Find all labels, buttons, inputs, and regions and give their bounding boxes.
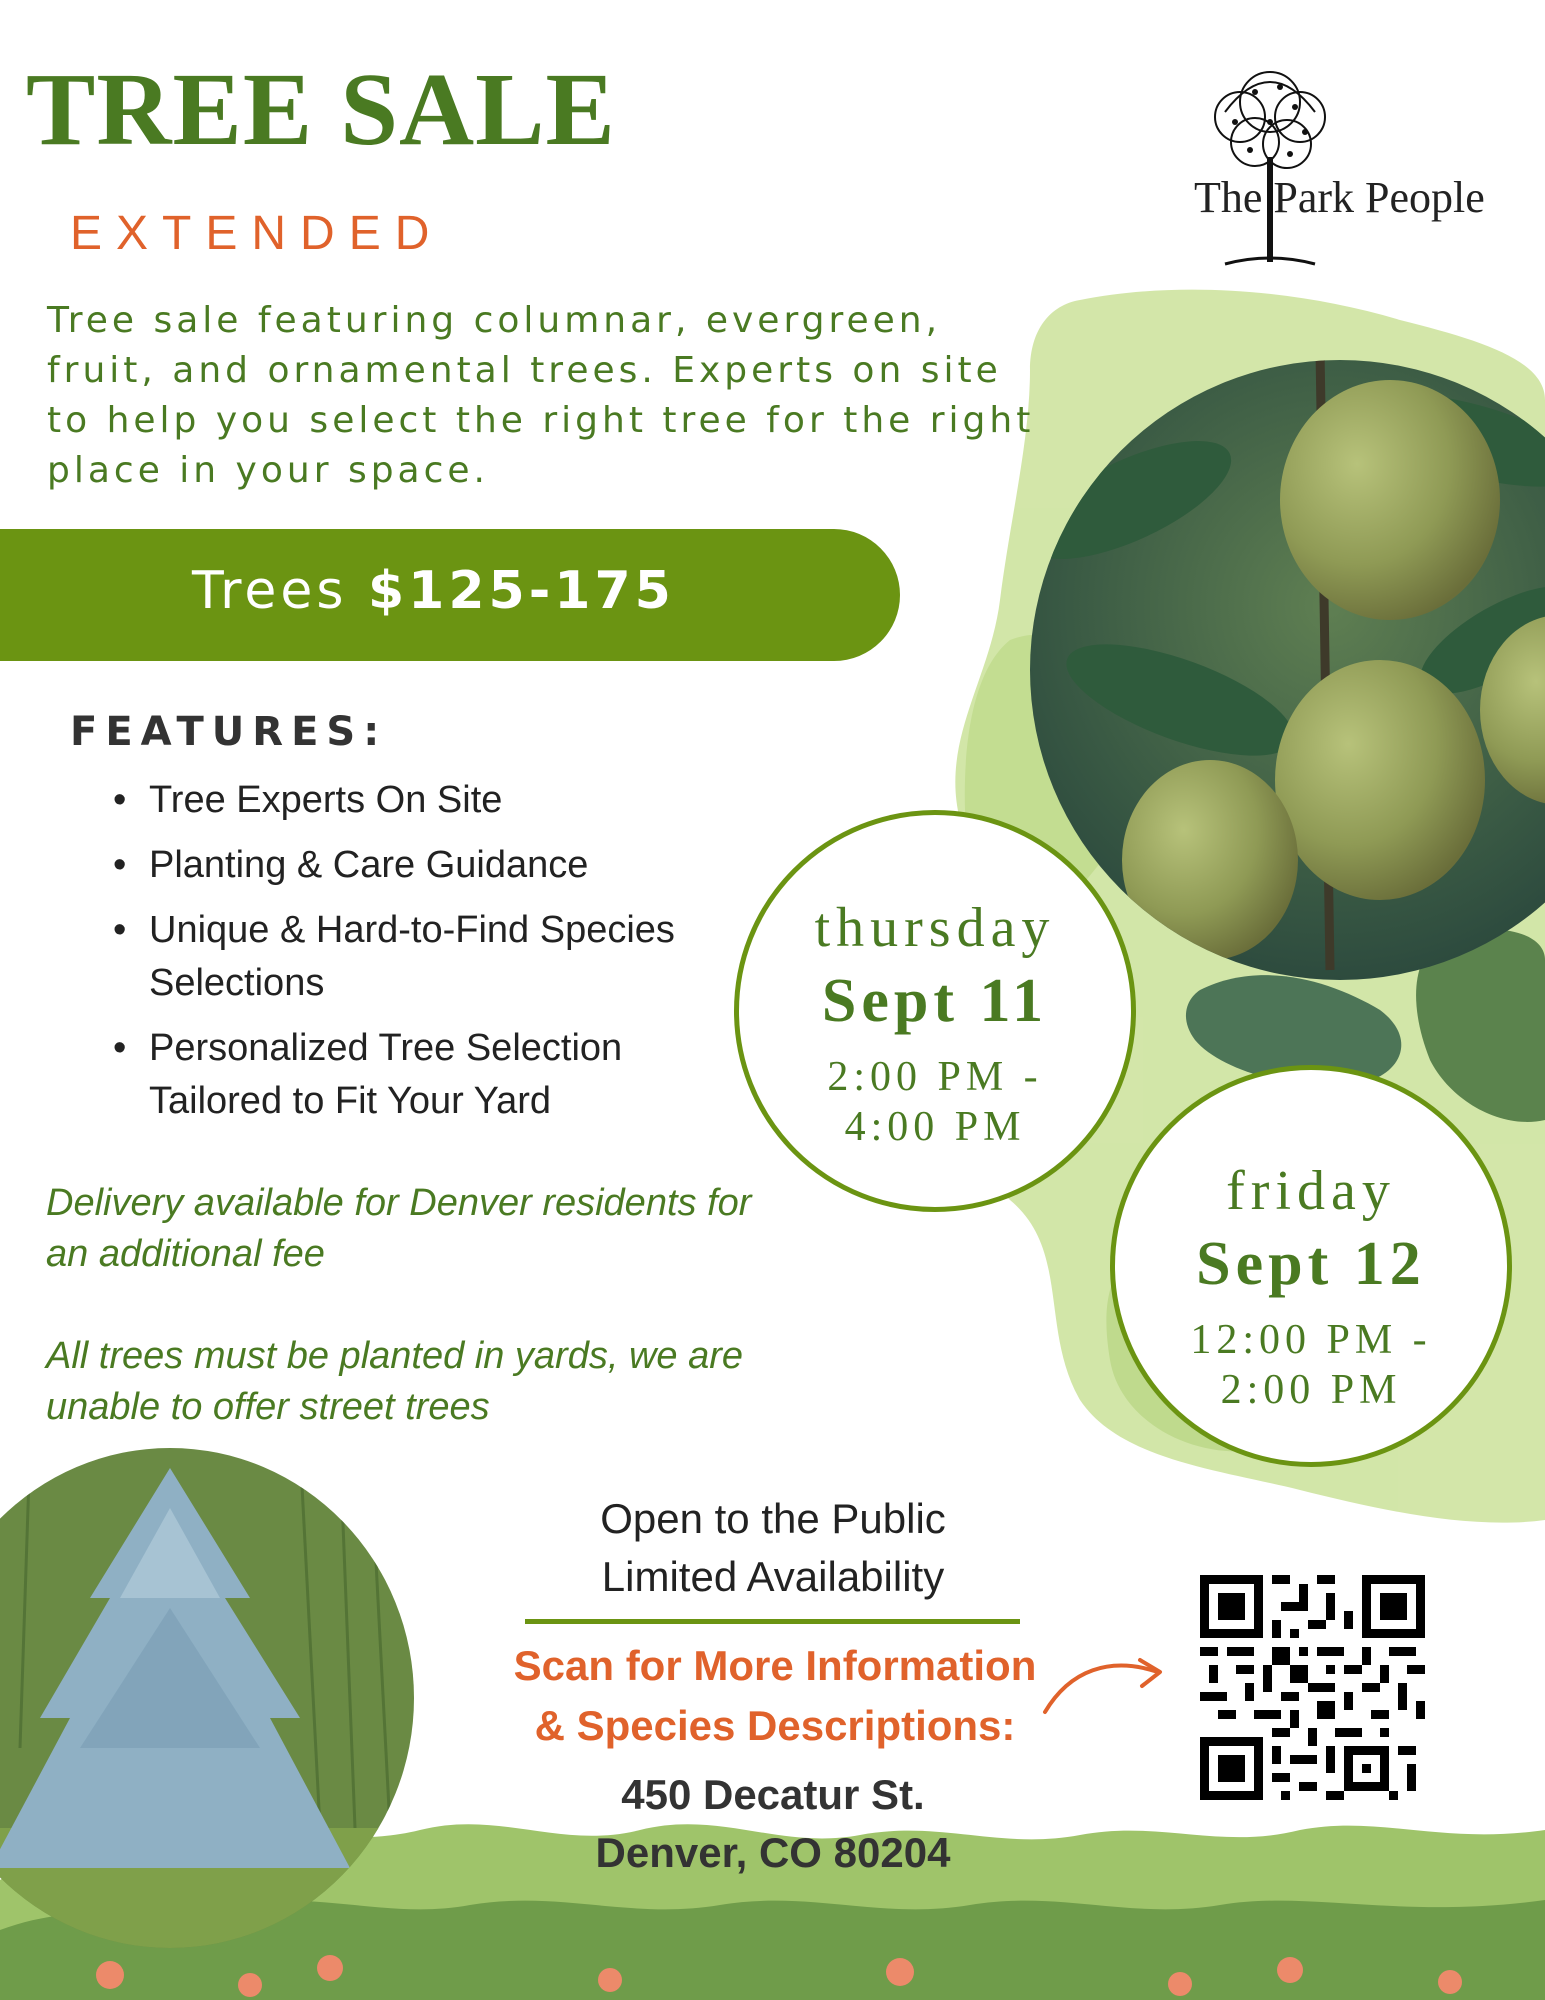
list-item <box>107 774 727 827</box>
public-line: Open to the Public <box>600 1495 946 1542</box>
date-day: thursday <box>814 897 1056 959</box>
arrow-right-icon <box>1040 1650 1170 1720</box>
date-circle-thursday <box>734 810 1136 1212</box>
feature-text: Unique & Hard-to-Find Species Selections <box>149 909 675 1004</box>
date-time-start: 2:00 PM - <box>827 1054 1043 1100</box>
date-time-end: 2:00 PM <box>1220 1367 1402 1413</box>
date-circle-friday <box>1110 1065 1512 1467</box>
list-item <box>107 1022 727 1128</box>
date-day: friday <box>1226 1160 1396 1222</box>
public-info <box>520 1490 1026 1606</box>
address-city: Denver, CO 80204 <box>595 1829 951 1876</box>
list-item <box>107 904 727 1010</box>
date-date: Sept 12 <box>1196 1230 1426 1298</box>
scan-line: & Species Descriptions: <box>534 1702 1016 1749</box>
intro-text: Tree sale featuring columnar, evergreen, fruit, and ornamental trees. Experts on site to help you select the right tree for the right place in your space. <box>47 300 1035 491</box>
divider <box>525 1619 1020 1624</box>
price-label: Trees <box>192 561 348 621</box>
spruce-photo <box>0 1448 415 1948</box>
bullet-icon: • <box>113 844 127 886</box>
date-date: Sept 11 <box>821 967 1049 1035</box>
bullet-icon: • <box>113 909 127 951</box>
delivery-note: Delivery available for Denver residents for an additional fee <box>46 1182 752 1275</box>
features-heading: FEATURES: <box>70 709 388 755</box>
feature-text: Tree Experts On Site <box>149 779 503 821</box>
feature-text: Planting & Care Guidance <box>149 844 589 886</box>
logo-text: The Park People <box>1194 173 1485 222</box>
availability-line: Limited Availability <box>601 1553 945 1600</box>
scan-info <box>470 1636 1080 1756</box>
price-amount: $125-175 <box>367 561 675 621</box>
address <box>520 1766 1026 1882</box>
price-text <box>192 558 675 626</box>
features-list <box>107 774 727 1140</box>
yards-note: All trees must be planted in yards, we are unable to offer street trees <box>46 1335 744 1428</box>
address-street: 450 Decatur St. <box>621 1771 925 1818</box>
page-title: TREE SALE <box>26 52 616 167</box>
scan-line: Scan for More Information <box>513 1642 1037 1689</box>
bullet-icon: • <box>113 779 127 821</box>
date-time-start: 12:00 PM - <box>1190 1317 1432 1363</box>
feature-text: Personalized Tree Selection Tailored to Fit Your Yard <box>149 1027 623 1122</box>
bullet-icon: • <box>113 1027 127 1069</box>
qr-code-icon[interactable] <box>1200 1575 1425 1800</box>
list-item <box>107 839 727 892</box>
page-subtitle: EXTENDED <box>70 207 444 260</box>
tree-logo-icon <box>1195 62 1345 272</box>
date-time-end: 4:00 PM <box>844 1104 1026 1150</box>
